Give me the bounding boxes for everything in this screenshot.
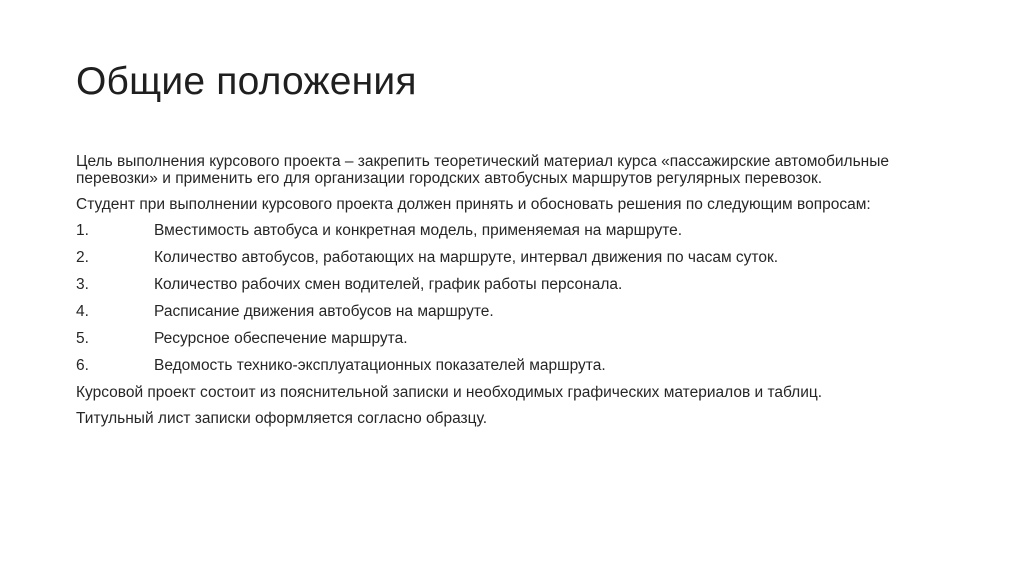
list-item	[76, 357, 956, 374]
list-item-number: 3.	[76, 276, 89, 293]
list-item-text: Вместимость автобуса и конкретная модель, применяемая на маршруте.	[154, 222, 683, 239]
list-item-text: Количество автобусов, работающих на маршруте, интервал движения по часам суток.	[154, 249, 779, 266]
intro-paragraph-tasks: Студент при выполнении курсового проекта должен принять и обосновать решения по следующим вопросам:	[76, 196, 871, 213]
list-item-number: 4.	[76, 303, 89, 320]
list-item-number: 6.	[76, 357, 89, 374]
slide-title: Общие положения	[76, 60, 417, 103]
list-item-text: Ведомость технико-эксплуатационных показателей маршрута.	[154, 357, 606, 374]
list-item-number: 5.	[76, 330, 89, 347]
list-item-text: Количество рабочих смен водителей, график работы персонала.	[154, 276, 623, 293]
list-item	[76, 222, 956, 239]
intro-paragraph-goal: Цель выполнения курсового проекта – закрепить теоретический материал курса «пассажирские автомобильные перевозки» и применить его для организации городских автобусных маршрутов регулярных перевозок.	[76, 153, 889, 187]
list-item	[76, 303, 956, 320]
slide-body	[76, 153, 956, 436]
list-item	[76, 330, 956, 347]
list-item-text: Ресурсное обеспечение маршрута.	[154, 330, 408, 347]
list-item-number: 2.	[76, 249, 89, 266]
closing-paragraph-structure: Курсовой проект состоит из пояснительной записки и необходимых графических материалов и таблиц.	[76, 384, 823, 401]
list-item-text: Расписание движения автобусов на маршруте.	[154, 303, 494, 320]
list-item	[76, 276, 956, 293]
list-item-number: 1.	[76, 222, 89, 239]
closing-paragraph-title-page: Титульный лист записки оформляется согласно образцу.	[76, 410, 488, 427]
list-item	[76, 249, 956, 266]
